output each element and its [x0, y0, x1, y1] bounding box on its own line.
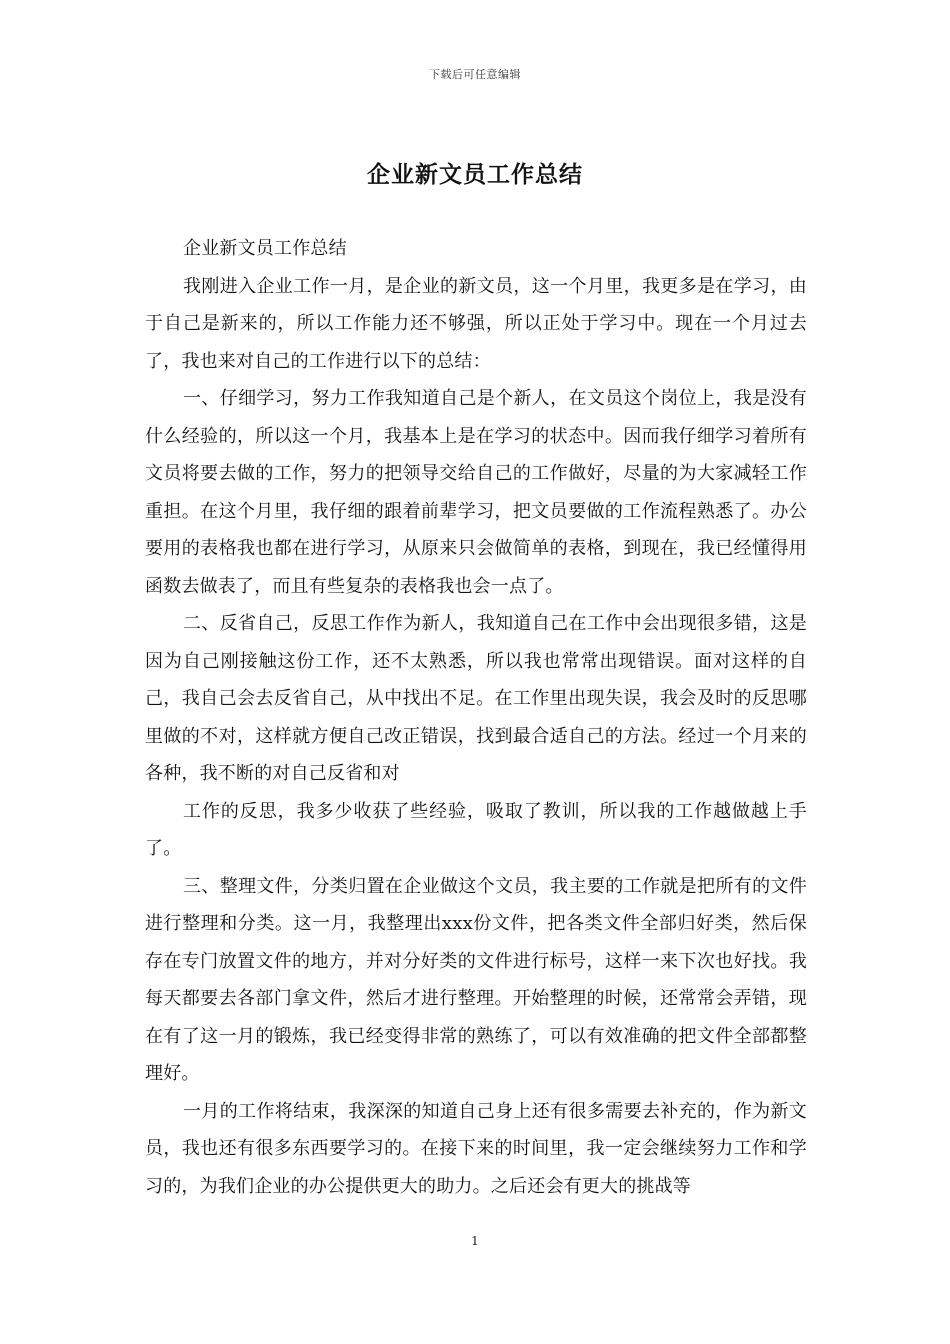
document-title: 企业新文员工作总结 — [367, 161, 583, 188]
paragraph-closing: 一月的工作将结束，我深深的知道自己身上还有很多需要去补充的，作为新文员，我也还有很多东西要学习的。在接下来的时间里，我一定会继续努力工作和学习的，为我们企业的办公提供更大的助力。之后还会有更大的挑战等 — [145, 1100, 807, 1197]
page-number: 1 — [471, 1234, 479, 1248]
paragraph-section-two: 二、反省自己，反思工作作为新人，我知道自己在工作中会出现很多错，这是因为自己刚接触这份工作，还不太熟悉，所以我也常常出现错误。面对这样的自己，我自己会去反省自己，从中找出不足。在工作里出现失误，我会及时的反思哪里做的不对，这样就方便自己改正错误，找到最合适自己的方法。经过一个月来的各种，我不断的对自己反省和对 — [145, 613, 807, 784]
document-body — [145, 230, 807, 1205]
paragraph-subtitle: 企业新文员工作总结 — [183, 238, 347, 259]
paragraph-section-two-continued: 工作的反思，我多少收获了些经验，吸取了教训，所以我的工作越做越上手了。 — [145, 800, 807, 859]
paragraph-intro: 我刚进入企业工作一月，是企业的新文员，这一个月里，我更多是在学习，由于自己是新来的，所以工作能力还不够强，所以正处于学习中。现在一个月过去了，我也来对自己的工作进行以下的总结： — [145, 275, 807, 372]
paragraph-section-three: 三、整理文件，分类归置在企业做这个文员，我主要的工作就是把所有的文件进行整理和分类。这一月，我整理出xxx份文件，把各类文件全部归好类，然后保存在专门放置文件的地方，并对分好类的文件进行标号，这样一来下次也好找。我每天都要去各部门拿文件，然后才进行整理。开始整理的时候，还常常会弄错，现在有了这一月的锻炼，我已经变得非常的熟练了，可以有效准确的把文件全部都整理好。 — [145, 875, 807, 1084]
paragraph-section-one: 一、仔细学习，努力工作我知道自己是个新人，在文员这个岗位上，我是没有什么经验的，所以这一个月，我基本上是在学习的状态中。因而我仔细学习着所有文员将要去做的工作，努力的把领导交给自己的工作做好，尽量的为大家减轻工作重担。在这个月里，我仔细的跟着前辈学习，把文员要做的工作流程熟悉了。办公要用的表格我也都在进行学习，从原来只会做简单的表格，到现在，我已经懂得用函数去做表了，而且有些复杂的表格我也会一点了。 — [145, 388, 807, 597]
header-note: 下载后可任意编辑 — [429, 68, 521, 81]
